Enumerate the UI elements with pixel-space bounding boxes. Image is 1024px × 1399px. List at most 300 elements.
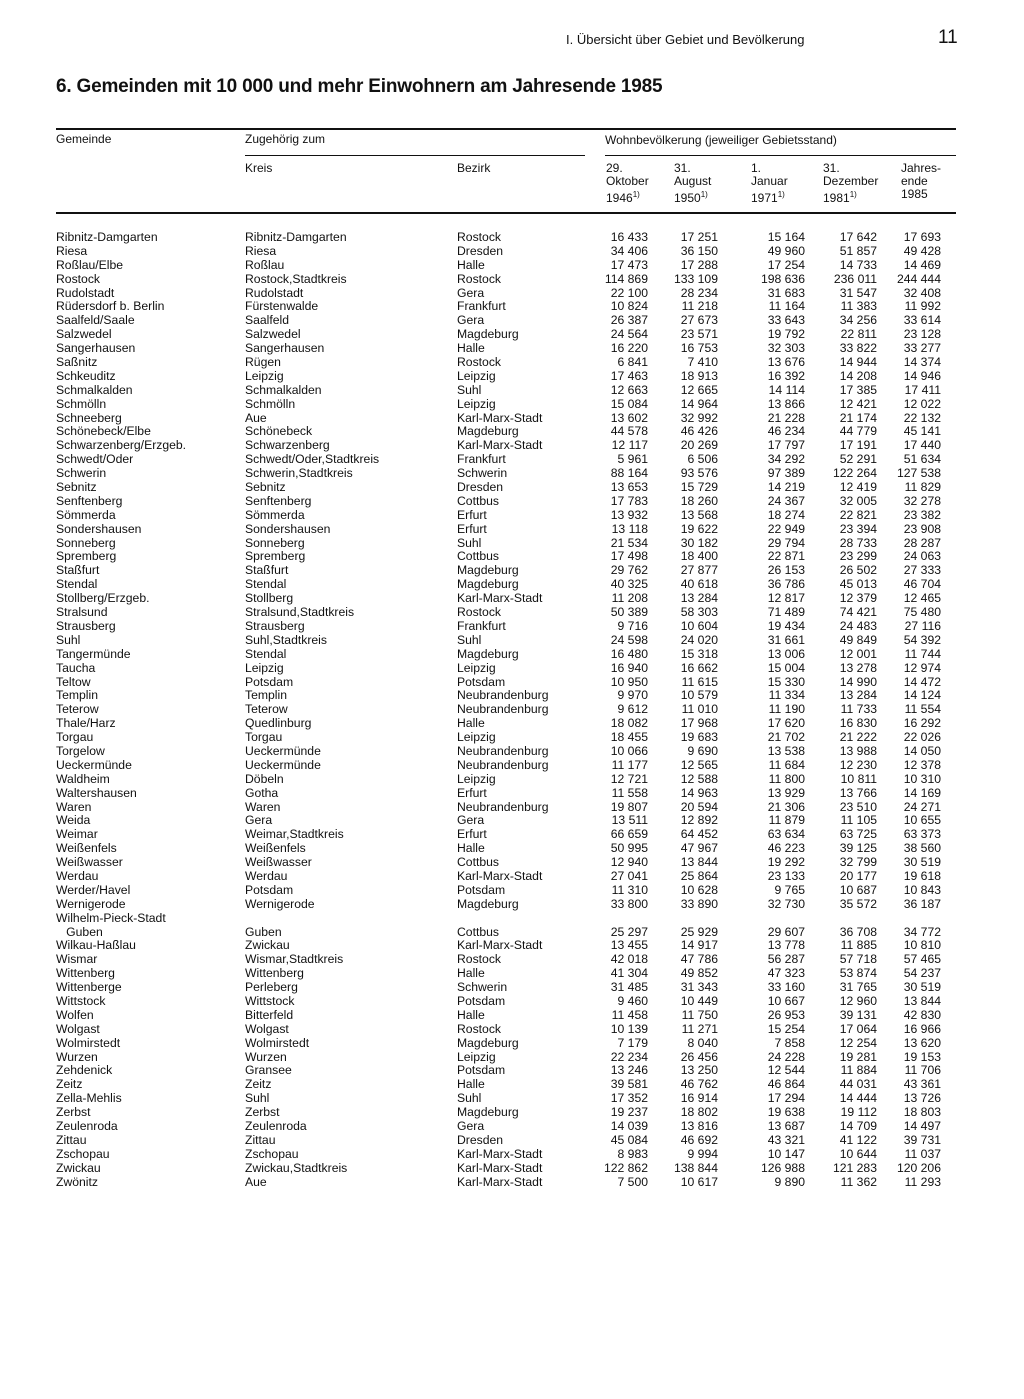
cell-gemeinde: Wittstock [56,993,106,1008]
cell-kreis: Suhl [245,1091,270,1106]
cell-1981: 51 857 [839,243,877,258]
cell-gemeinde: Zschopau [56,1146,110,1161]
page-number: 11 [938,27,958,48]
cell-1985: 11 829 [904,480,941,495]
cell-1985: 38 560 [903,841,941,856]
table-row [0,662,1024,676]
cell-1971: 12 544 [767,1063,805,1078]
cell-1981: 74 421 [839,605,877,620]
date-1981-year: 1981$^{1)}$ [823,190,857,205]
cell-kreis: Zeulenroda [245,1119,307,1133]
date-1971-year: 1971$^{1)}$ [751,190,785,205]
table-row [0,523,1024,537]
date-1950-day: 31. [674,161,691,175]
cell-bezirk: Halle [457,257,485,272]
cell-gemeinde: Weimar [56,827,98,842]
table-row [0,1120,1024,1134]
cell-kreis: Wittenberg [245,966,304,981]
table-row [0,439,1024,453]
table-row [0,412,1024,426]
cell-1971: 9 765 [774,882,805,897]
table-row [0,745,1024,759]
cell-bezirk: Karl-Marx-Stadt [457,938,543,953]
cell-gemeinde: Weida [56,813,91,828]
cell-bezirk: Dresden [457,480,504,495]
cell-1971: 10 147 [767,1146,805,1161]
cell-1946: 88 164 [610,466,648,481]
table-row [0,273,1024,287]
cell-1981: 19 112 [840,1105,877,1120]
cell-kreis: Staßfurt [245,563,289,578]
cell-1981: 16 830 [839,716,877,731]
cell-1950: 24 020 [680,632,718,647]
date-1981-month: Dezember [823,174,879,188]
cell-1971: 36 786 [767,577,805,592]
cell-gemeinde: Weißenfels [56,841,117,856]
cell-gemeinde: Taucha [56,660,96,675]
cell-1950: 15 729 [680,480,718,495]
cell-1971: 14 219 [767,480,805,495]
cell-1985: 42 830 [903,1007,941,1022]
cell-kreis: Schwarzenberg [245,438,330,453]
cell-kreis: Fürstenwalde [245,299,319,314]
cell-bezirk: Dresden [457,1132,504,1147]
cell-1950: 46 426 [680,424,718,439]
cell-1946: 15 084 [610,396,648,411]
cell-bezirk: Potsdam [457,1063,506,1078]
cell-1985: 19 618 [903,868,941,883]
table-row [0,814,1024,828]
cell-gemeinde: Ribnitz-Damgarten [56,230,158,244]
cell-1985: 24 271 [903,799,941,814]
cell-1985: 14 374 [903,355,941,370]
cell-1971: 17 294 [767,1091,805,1106]
cell-1946: 41 304 [610,966,648,981]
cell-1981: 52 291 [839,452,877,467]
cell-1971: 49 960 [767,243,805,258]
cell-1985: 12 465 [903,591,941,606]
cell-kreis: Zschopau [245,1146,299,1161]
cell-gemeinde: Zeulenroda [56,1119,118,1133]
date-1946-month: Oktober [606,174,649,188]
cell-bezirk: Frankfurt [457,618,506,633]
cell-bezirk: Cottbus [457,855,500,870]
cell-1981: 45 013 [839,577,877,592]
cell-1971: 33 643 [767,313,805,328]
cell-1971: 21 702 [767,730,805,745]
table-row [0,731,1024,745]
cell-1985: 14 050 [903,743,941,758]
cell-1981: 10 644 [839,1146,877,1161]
cell-bezirk: Schwerin [457,466,508,481]
cell-1981: 32 799 [839,855,877,870]
table-row [0,939,1024,953]
cell-1971: 46 864 [767,1077,805,1092]
table-row [0,953,1024,967]
table-row [0,425,1024,439]
table-row [0,481,1024,495]
cell-gemeinde: Zwönitz [56,1174,98,1189]
col-header-gemeinde: Gemeinde [56,132,112,146]
cell-1971: 46 234 [767,424,805,439]
table-row [0,828,1024,842]
cell-1946: 13 246 [610,1063,648,1078]
cell-gemeinde: Teltow [56,674,91,689]
cell-1981: 49 849 [839,632,877,647]
cell-1950: 6 506 [687,452,718,467]
cell-1985: 11 037 [904,1146,941,1161]
cell-1971: 47 323 [767,966,805,981]
cell-1981: 11 884 [840,1063,877,1078]
cell-1981: 12 421 [839,396,877,411]
cell-1946: 9 460 [617,993,648,1008]
cell-1971: 29 794 [767,535,805,550]
date-1981-day: 31. [823,161,840,175]
cell-1946: 11 177 [611,757,648,772]
cell-1946: 16 480 [610,646,648,661]
cell-kreis: Leipzig [245,660,284,675]
table-row [0,259,1024,273]
cell-bezirk: Schwerin [457,980,508,995]
cell-1971: 18 274 [767,507,805,522]
cell-bezirk: Frankfurt [457,452,506,467]
cell-1950: 33 890 [680,896,718,911]
cell-1981: 10 687 [839,882,877,897]
cell-1985: 49 428 [903,243,941,258]
cell-1985: 32 278 [903,493,941,508]
cell-1981: 21 174 [839,410,877,425]
cell-kreis: Wolgast [245,1021,289,1036]
cell-gemeinde: Sömmerda [56,507,116,522]
cell-bezirk: Rostock [457,230,502,244]
cell-kreis: Templin [245,688,287,703]
cell-gemeinde: Zwickau [56,1160,101,1175]
cell-bezirk: Magdeburg [457,327,519,342]
cell-1950: 31 343 [680,980,718,995]
table-row [0,1023,1024,1037]
cell-kreis: Guben [245,924,282,939]
cell-kreis: Wernigerode [245,896,315,911]
cell-1981: 14 444 [839,1091,877,1106]
cell-1971: 29 607 [767,924,805,939]
cell-1985: 39 731 [903,1132,941,1147]
table-row [0,1162,1024,1176]
table-row [0,467,1024,481]
cell-1946: 10 066 [610,743,648,758]
cell-1946: 40 325 [610,577,648,592]
cell-kreis: Riesa [245,243,277,258]
cell-1971: 24 228 [767,1049,805,1064]
cell-1985: 22 026 [903,730,941,745]
table-row [0,773,1024,787]
cell-bezirk: Rostock [457,271,502,286]
cell-1946: 10 824 [610,299,648,314]
cell-1946: 114 869 [604,271,648,286]
cell-bezirk: Karl-Marx-Stadt [457,868,543,883]
cell-1971: 11 334 [768,688,805,703]
cell-kreis: Döbeln [245,771,284,786]
cell-1981: 17 642 [839,230,877,244]
cell-1985: 18 803 [903,1105,941,1120]
table-row [0,300,1024,314]
col-header-bezirk: Bezirk [457,161,491,175]
table-row [0,314,1024,328]
cell-kreis: Suhl,Stadtkreis [245,632,327,647]
table-row [0,578,1024,592]
cell-1946: 16 940 [610,660,648,675]
table-row [0,537,1024,551]
cell-gemeinde: Suhl [56,632,81,647]
cell-gemeinde: Thale/Harz [56,716,116,731]
cell-1981: 19 281 [839,1049,877,1064]
table-row [0,926,1024,940]
cell-1971: 33 160 [767,980,805,995]
cell-kreis: Sömmerda [245,507,305,522]
cell-1981: 31 547 [839,285,877,300]
cell-1946: 14 039 [610,1119,648,1133]
cell-gemeinde: Guben [56,924,103,939]
cell-1950: 19 683 [680,730,718,745]
cell-bezirk: Cottbus [457,924,500,939]
cell-bezirk: Rostock [457,952,502,967]
cell-1950: 7 410 [687,355,718,370]
cell-kreis: Potsdam [245,882,294,897]
cell-1981: 39 125 [839,841,877,856]
cell-1985: 14 472 [903,674,941,689]
cell-gemeinde: Wilkau-Haßlau [56,938,136,953]
cell-1950: 46 692 [680,1132,718,1147]
cell-1946: 5 961 [617,452,648,467]
cell-1946: 17 498 [610,549,648,564]
table-row [0,606,1024,620]
cell-1971: 13 687 [767,1119,805,1133]
cell-gemeinde: Wismar [56,952,98,967]
cell-1950: 27 673 [680,313,718,328]
cell-1946: 17 463 [610,368,648,383]
cell-gemeinde: Strausberg [56,618,116,633]
cell-1981: 13 766 [839,785,877,800]
table-title: 6. Gemeinden mit 10 000 und mehr Einwohnern am Jahresende 1985 [56,76,663,97]
cell-1950: 25 864 [680,868,718,883]
cell-bezirk: Magdeburg [457,1105,519,1120]
cell-1950: 12 892 [680,813,718,828]
cell-1971: 13 006 [767,646,805,661]
cell-1950: 12 565 [680,757,718,772]
cell-1981: 13 988 [839,743,877,758]
cell-1950: 23 571 [680,327,718,342]
cell-1946: 10 139 [610,1021,648,1036]
cell-1950: 11 615 [681,674,718,689]
cell-kreis: Weißwasser [245,855,312,870]
date-1985-line1: Jahres- [901,161,942,175]
cell-kreis: Zeitz [245,1077,272,1092]
cell-gemeinde: Riesa [56,243,88,258]
cell-1950: 10 449 [680,993,718,1008]
cell-1985: 27 116 [904,618,941,633]
col-header-date-1950 [674,162,711,205]
cell-kreis: Ribnitz-Damgarten [245,230,347,244]
cell-bezirk: Erfurt [457,827,487,842]
date-1950-month: August [674,174,712,188]
cell-bezirk: Halle [457,341,485,356]
cell-1950: 10 617 [680,1174,718,1189]
col-header-wohnbevoelkerung: Wohnbevölkerung (jeweiliger Gebietsstand) [605,133,837,147]
running-head: I. Übersicht über Gebiet und Bevölkerung [566,32,805,47]
cell-kreis: Zwickau [245,938,290,953]
cell-bezirk: Neubrandenburg [457,757,549,772]
cell-1950: 19 622 [680,521,718,536]
cell-1950: 17 288 [680,257,718,272]
cell-1971: 19 792 [767,327,805,342]
cell-1985: 23 382 [903,507,941,522]
cell-1985: 16 966 [903,1021,941,1036]
cell-1946: 10 950 [610,674,648,689]
cell-kreis: Gotha [245,785,279,800]
cell-kreis: Rostock,Stadtkreis [245,271,347,286]
cell-gemeinde: Schwarzenberg/Erzgeb. [56,438,187,453]
cell-kreis: Schmalkalden [245,382,322,397]
cell-1985: 33 277 [903,341,941,356]
cell-gemeinde: Sondershausen [56,521,142,536]
cell-bezirk: Leipzig [457,1049,496,1064]
cell-1950: 18 260 [680,493,718,508]
cell-kreis: Wolmirstedt [245,1035,310,1050]
cell-bezirk: Frankfurt [457,299,506,314]
cell-1981: 35 572 [839,896,877,911]
cell-1981: 20 177 [839,868,877,883]
cell-1946: 12 117 [611,438,648,453]
table-row [0,1009,1024,1023]
cell-1950: 11 271 [681,1021,718,1036]
cell-1946: 13 455 [610,938,648,953]
cell-1985: 14 169 [903,785,941,800]
cell-1946: 13 118 [611,521,648,536]
cell-1946: 12 940 [610,855,648,870]
table-row [0,717,1024,731]
cell-1950: 10 604 [680,618,718,633]
cell-1971: 15 004 [767,660,805,675]
cell-1981: 236 011 [833,271,877,286]
cell-1971: 13 866 [767,396,805,411]
table-row [0,564,1024,578]
cell-1981: 41 122 [839,1132,877,1147]
cell-1981: 57 718 [839,952,877,967]
cell-gemeinde: Weißwasser [56,855,123,870]
table-row [0,981,1024,995]
cell-1985: 54 392 [903,632,941,647]
cell-1971: 26 153 [767,563,805,578]
cell-1950: 40 618 [680,577,718,592]
cell-1985: 33 614 [903,313,941,328]
cell-1946: 66 659 [610,827,648,842]
cell-1981: 24 483 [839,618,877,633]
cell-kreis: Zerbst [245,1105,280,1120]
table-row [0,550,1024,564]
cell-1946: 17 352 [610,1091,648,1106]
cell-kreis: Weimar,Stadtkreis [245,827,344,842]
cell-bezirk: Dresden [457,243,504,258]
col-header-zugehoerig: Zugehörig zum [245,132,326,146]
cell-1981: 23 394 [839,521,877,536]
cell-1950: 64 452 [680,827,718,842]
cell-bezirk: Suhl [457,382,482,397]
cell-bezirk: Leipzig [457,771,496,786]
table-row [0,342,1024,356]
cell-bezirk: Halle [457,841,485,856]
cell-1946: 11 208 [611,591,648,606]
table-row [0,787,1024,801]
table-body [0,231,1024,1189]
cell-gemeinde: Wernigerode [56,896,126,911]
cell-1985: 23 908 [903,521,941,536]
cell-bezirk: Rostock [457,605,502,620]
cell-1946: 31 485 [610,980,648,995]
cell-1946: 22 100 [610,285,648,300]
cell-1985: 51 634 [903,452,941,467]
cell-1971: 11 879 [768,813,805,828]
cell-kreis: Schwerin,Stadtkreis [245,466,353,481]
cell-gemeinde: Zerbst [56,1105,91,1120]
table-row [0,287,1024,301]
cell-kreis: Schmölln [245,396,296,411]
cell-1985: 14 946 [903,368,941,383]
cell-1950: 28 234 [680,285,718,300]
cell-1971: 21 306 [767,799,805,814]
cell-1981: 53 874 [839,966,877,981]
cell-1971: 31 683 [767,285,805,300]
cell-gemeinde: Torgau [56,730,94,745]
cell-1981: 39 131 [839,1007,877,1022]
cell-1950: 27 877 [680,563,718,578]
table-row [0,870,1024,884]
col-header-date-1971 [751,162,788,205]
cell-gemeinde: Werder/Havel [56,882,131,897]
cell-1950: 15 318 [680,646,718,661]
cell-1971: 46 223 [767,841,805,856]
cell-1981: 34 256 [839,313,877,328]
cell-1985: 27 333 [903,563,941,578]
cell-gemeinde: Stollberg/Erzgeb. [56,591,150,606]
cell-1950: 13 844 [680,855,718,870]
cell-1981: 13 284 [839,688,877,703]
cell-1946: 9 716 [617,618,648,633]
cell-1985: 16 292 [903,716,941,731]
cell-bezirk: Leipzig [457,660,496,675]
table-row [0,648,1024,662]
cell-1981: 44 031 [839,1077,877,1092]
cell-1985: 30 519 [903,980,941,995]
cell-bezirk: Leipzig [457,730,496,745]
cell-bezirk: Halle [457,1007,485,1022]
cell-bezirk: Karl-Marx-Stadt [457,1160,543,1175]
table-row [0,1078,1024,1092]
cell-bezirk: Halle [457,716,485,731]
cell-1971: 23 133 [767,868,805,883]
cell-1946: 13 511 [611,813,648,828]
cell-gemeinde: Schneeberg [56,410,122,425]
cell-bezirk: Magdeburg [457,1035,519,1050]
cell-1946: 25 297 [610,924,648,939]
cell-1971: 13 929 [767,785,805,800]
cell-1981: 12 379 [839,591,877,606]
cell-bezirk: Suhl [457,535,482,550]
cell-1985: 63 373 [903,827,941,842]
cell-1985: 46 704 [903,577,941,592]
cell-1971: 56 287 [767,952,805,967]
cell-1950: 14 917 [680,938,718,953]
cell-1946: 27 041 [610,868,648,883]
cell-1950: 46 762 [680,1077,718,1092]
